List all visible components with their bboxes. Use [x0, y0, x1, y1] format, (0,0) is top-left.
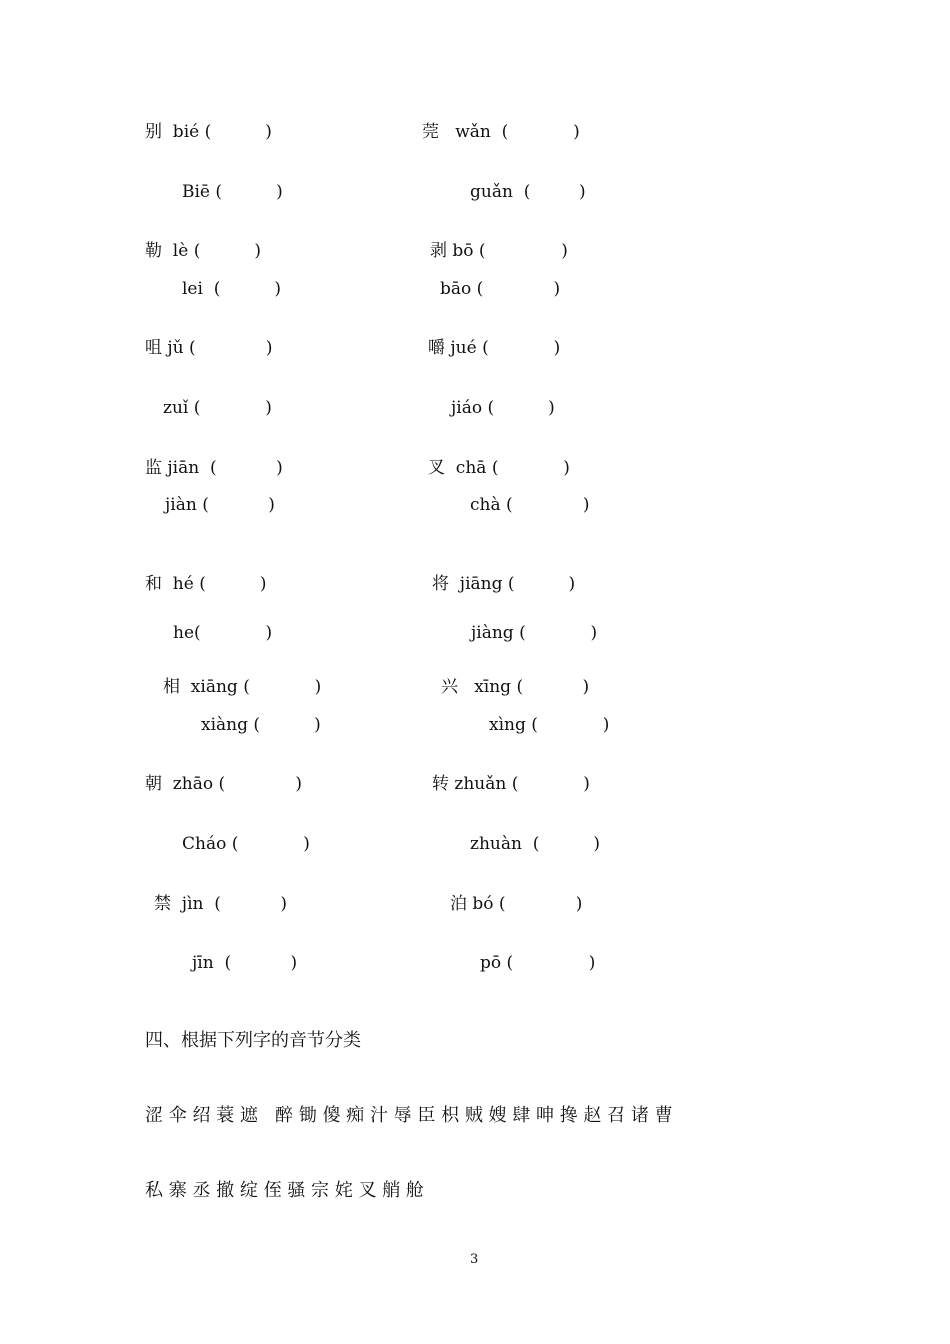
- entry-xing: 兴 xīng ( ): [441, 677, 590, 697]
- entry-zhuan: 转 zhuǎn ( ): [432, 774, 590, 794]
- entry-bie-alt: Biē ( ): [182, 182, 283, 202]
- section-title: 四、根据下列字的音节分类: [145, 1030, 361, 1051]
- entry-zui: zuǐ ( ): [163, 398, 272, 418]
- page-number: 3: [470, 1252, 479, 1267]
- entry-cha: 叉 chā ( ): [428, 458, 570, 478]
- entry-jian-alt: jiàn ( ): [165, 495, 275, 515]
- character-list-line-1: 涩 伞 绍 蓑 遮 醉 锄 傻 痴 汁 辱 臣 枳 贼 嫂 肆 呻 搀 赵 召 诸 曹: [145, 1105, 673, 1126]
- entry-bo: 剥 bō ( ): [430, 241, 568, 261]
- entry-jiang: 将 jiāng ( ): [432, 574, 576, 594]
- entry-he: 和 hé ( ): [145, 574, 267, 594]
- entry-he-alt: he( ): [173, 623, 273, 643]
- entry-cha-alt: chà ( ): [470, 495, 590, 515]
- entry-lei: lei ( ): [182, 279, 282, 299]
- entry-wan: 莞 wǎn ( ): [422, 122, 580, 142]
- entry-jiang-alt: jiàng ( ): [471, 623, 598, 643]
- entry-bao: bāo ( ): [440, 279, 561, 299]
- entry-ju: 咀 jǔ ( ): [145, 338, 273, 358]
- entry-le: 勒 lè ( ): [145, 241, 262, 261]
- entry-jian: 监 jiān ( ): [145, 458, 283, 478]
- entry-zhao: 朝 zhāo ( ): [145, 774, 303, 794]
- entry-xiang-alt: xiàng ( ): [201, 715, 321, 735]
- entry-jin-alt: jīn ( ): [192, 953, 298, 973]
- entry-xiang: 相 xiāng ( ): [163, 677, 322, 697]
- entry-jin: 禁 jìn ( ): [154, 894, 287, 914]
- entry-po: pō ( ): [480, 953, 596, 973]
- entry-bie: 别 bié ( ): [145, 122, 272, 142]
- entry-zhuan-alt: zhuàn ( ): [470, 834, 601, 854]
- entry-xing-alt: xìng ( ): [489, 715, 610, 735]
- entry-bo-po: 泊 bó ( ): [450, 894, 583, 914]
- character-list-line-2: 私 寨 丞 撤 绽 侄 骚 宗 姹 叉 艄 舱: [145, 1180, 424, 1201]
- entry-jiao: jiáo ( ): [451, 398, 555, 418]
- entry-chao: Cháo ( ): [182, 834, 310, 854]
- entry-jue: 嚼 jué ( ): [428, 338, 561, 358]
- entry-guan: guǎn ( ): [470, 182, 586, 202]
